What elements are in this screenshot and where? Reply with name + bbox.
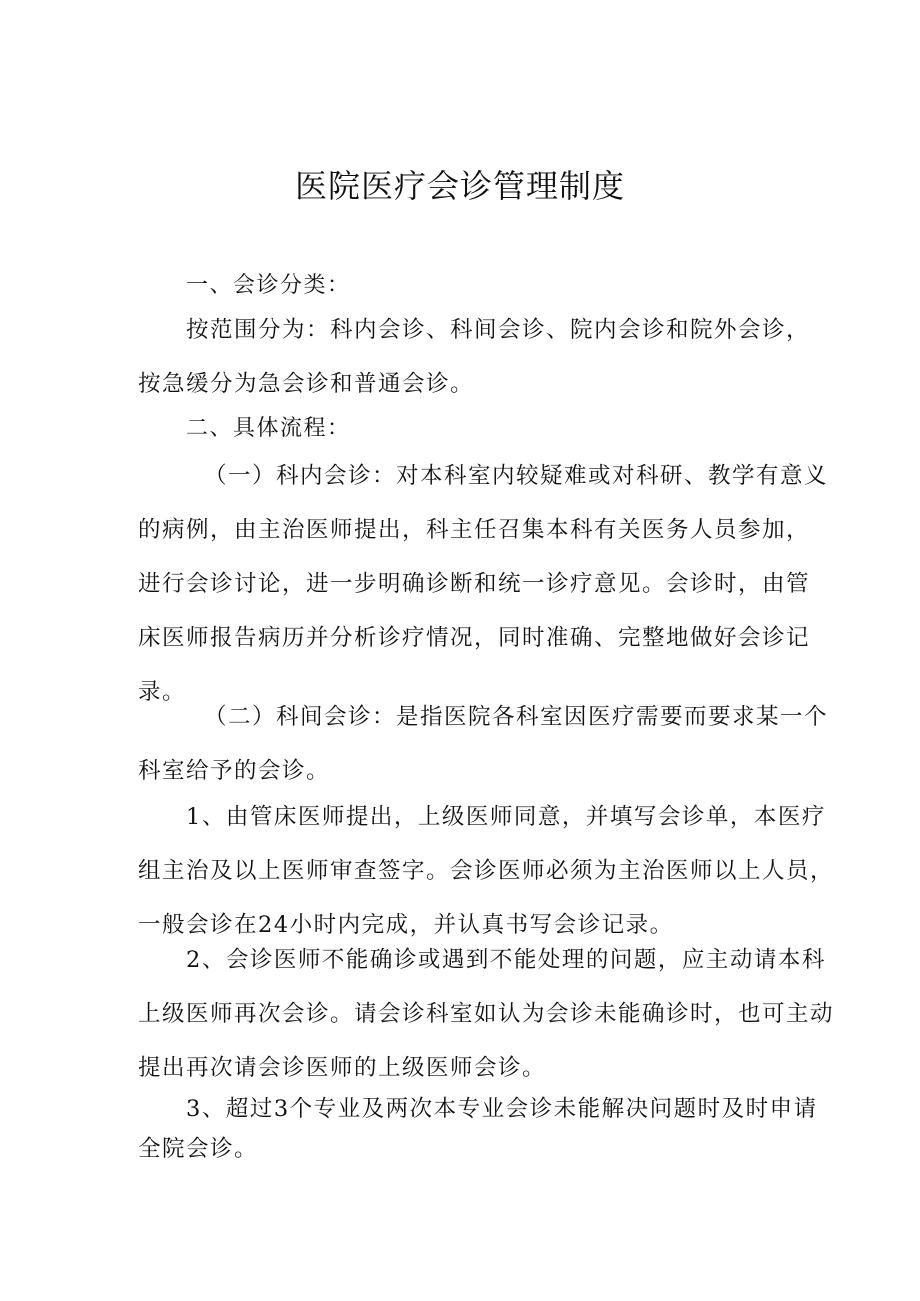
paragraph-line: （一）科内会诊：对本科室内较疑难或对科研、教学有意义 (204, 463, 829, 489)
classification-paragraph (138, 303, 811, 411)
section-heading-classification: 一、会诊分类： (186, 273, 351, 298)
paragraph-line: 录。 (138, 679, 187, 705)
paragraph-line: （二）科间会诊：是指医院各科室因医疗需要而要求某一个 (204, 704, 829, 730)
rule-1-paragraph (138, 790, 835, 952)
paragraph-line: 1、由管床医师提出，上级医师同意，并填写会诊单，本医疗 (186, 804, 826, 830)
internal-consultation-paragraph (138, 449, 829, 719)
paragraph-line: 2、会诊医师不能确诊或遇到不能处理的问题，应主动请本科 (186, 947, 826, 973)
document-title: 医院医疗会诊管理制度 (294, 167, 625, 205)
paragraph-line: 的病例，由主治医师提出，科主任召集本科有关医务人员参加， (138, 517, 811, 543)
paragraph-line: 组主治及以上医师审查签字。会诊医师必须为主治医师以上人员， (138, 858, 835, 884)
paragraph-line: 按范围分为：科内会诊、科间会诊、院内会诊和院外会诊， (186, 317, 811, 343)
rule-2-paragraph (138, 933, 835, 1095)
paragraph-line: 进行会诊讨论，进一步明确诊断和统一诊疗意见。会诊时，由管 (138, 571, 811, 597)
paragraph-line: 床医师报告病历并分析诊疗情况，同时准确、完整地做好会诊记 (138, 625, 811, 651)
paragraph-line: 3、超过3个专业及两次本专业会诊未能解决问题时及时申请 (186, 1096, 818, 1122)
paragraph-line: 上级医师再次会诊。请会诊科室如认为会诊未能确诊时，也可主动 (138, 1001, 835, 1027)
paragraph-line: 提出再次请会诊医师的上级医师会诊。 (138, 1055, 547, 1081)
rule-3-paragraph (138, 1089, 818, 1169)
paragraph-line: 科室给予的会诊。 (138, 758, 331, 784)
interdepartment-consultation-paragraph (138, 690, 829, 798)
paragraph-line: 一般会诊在24小时内完成，并认真书写会诊记录。 (138, 912, 674, 938)
section-heading-process: 二、具体流程： (186, 416, 351, 441)
paragraph-line: 全院会诊。 (138, 1136, 259, 1162)
paragraph-line: 按急缓分为急会诊和普通会诊。 (138, 371, 475, 397)
